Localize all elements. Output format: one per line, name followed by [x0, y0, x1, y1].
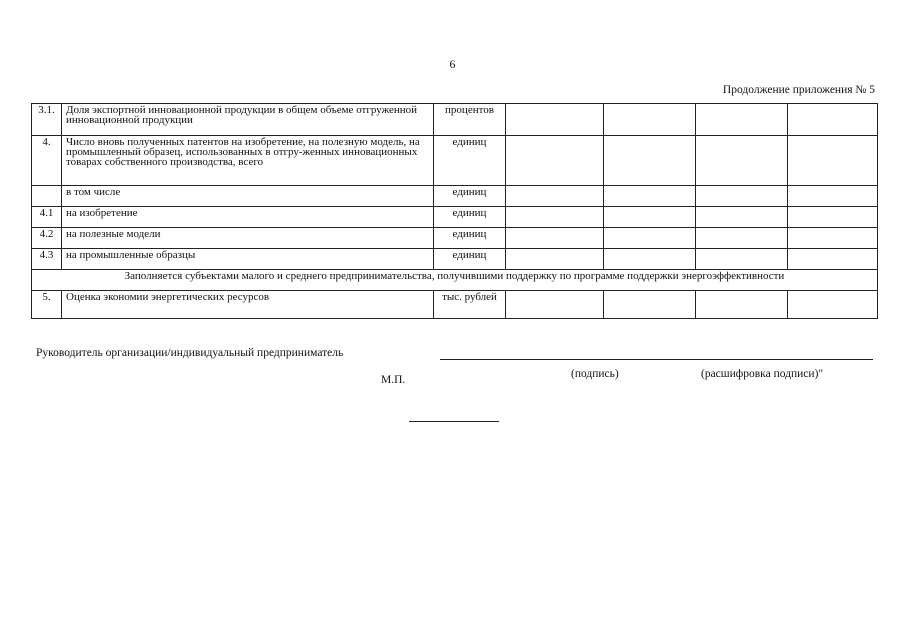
- row-unit: единиц: [434, 228, 506, 249]
- value-cell: [506, 207, 604, 228]
- value-cell: [604, 228, 696, 249]
- row-unit: единиц: [434, 207, 506, 228]
- row-description: Число вновь полученных патентов на изобретение, на полезную модель, на промышленный образец, использованных в отгру-женных инновационных товарах собственного производства, всего: [62, 136, 434, 186]
- value-cell: [604, 249, 696, 270]
- value-cell: [696, 249, 788, 270]
- value-cell: [788, 207, 878, 228]
- row-description: на промышленные образцы: [62, 249, 434, 270]
- value-cell: [788, 249, 878, 270]
- signature-decode-caption: (расшифровка подписи)": [701, 368, 824, 380]
- value-cell: [604, 136, 696, 186]
- value-cell: [604, 104, 696, 136]
- footnote-divider: [409, 421, 499, 422]
- table-row: [32, 228, 878, 249]
- signatory-label: Руководитель организации/индивидуальный предприниматель: [36, 347, 344, 359]
- value-cell: [696, 291, 788, 319]
- value-cell: [788, 136, 878, 186]
- value-cell: [696, 207, 788, 228]
- row-description: Оценка экономии энергетических ресурсов: [62, 291, 434, 319]
- value-cell: [506, 228, 604, 249]
- value-cell: [604, 207, 696, 228]
- value-cell: [788, 186, 878, 207]
- row-unit: процентов: [434, 104, 506, 136]
- row-description: на полезные модели: [62, 228, 434, 249]
- section-note: Заполняется субъектами малого и среднего предпринимательства, получившими поддержку по программе поддержки энергоэффективности: [32, 270, 878, 291]
- page-number: 6: [449, 57, 456, 71]
- row-description: Доля экспортной инновационной продукции в общем объеме отгруженной инновационной продукции: [62, 104, 434, 136]
- value-cell: [788, 228, 878, 249]
- value-cell: [788, 291, 878, 319]
- value-cell: [604, 291, 696, 319]
- signature-line: [440, 359, 873, 360]
- value-cell: [506, 186, 604, 207]
- value-cell: [506, 291, 604, 319]
- value-cell: [506, 249, 604, 270]
- row-unit: единиц: [434, 136, 506, 186]
- value-cell: [506, 104, 604, 136]
- signature-caption: (подпись): [571, 368, 619, 380]
- value-cell: [696, 136, 788, 186]
- section-row: [32, 270, 878, 291]
- row-number: 3.1.: [32, 104, 62, 136]
- table-row: [32, 104, 878, 136]
- value-cell: [696, 104, 788, 136]
- value-cell: [788, 104, 878, 136]
- table-row: [32, 249, 878, 270]
- row-number: 4.3: [32, 249, 62, 270]
- row-number: 4.: [32, 136, 62, 186]
- table-row: [32, 207, 878, 228]
- row-number: 5.: [32, 291, 62, 319]
- table-row: [32, 136, 878, 186]
- row-number: 4.2: [32, 228, 62, 249]
- value-cell: [696, 228, 788, 249]
- table-row: [32, 291, 878, 319]
- row-description: на изобретение: [62, 207, 434, 228]
- value-cell: [696, 186, 788, 207]
- row-description: в том числе: [62, 186, 434, 207]
- indicators-table: [31, 103, 878, 319]
- row-unit: единиц: [434, 249, 506, 270]
- continuation-note: Продолжение приложения № 5: [722, 84, 875, 96]
- stamp-label: М.П.: [381, 374, 406, 386]
- row-unit: единиц: [434, 186, 506, 207]
- value-cell: [604, 186, 696, 207]
- row-number: 4.1: [32, 207, 62, 228]
- row-number: [32, 186, 62, 207]
- row-unit: тыс. рублей: [434, 291, 506, 319]
- table-row: [32, 186, 878, 207]
- value-cell: [506, 136, 604, 186]
